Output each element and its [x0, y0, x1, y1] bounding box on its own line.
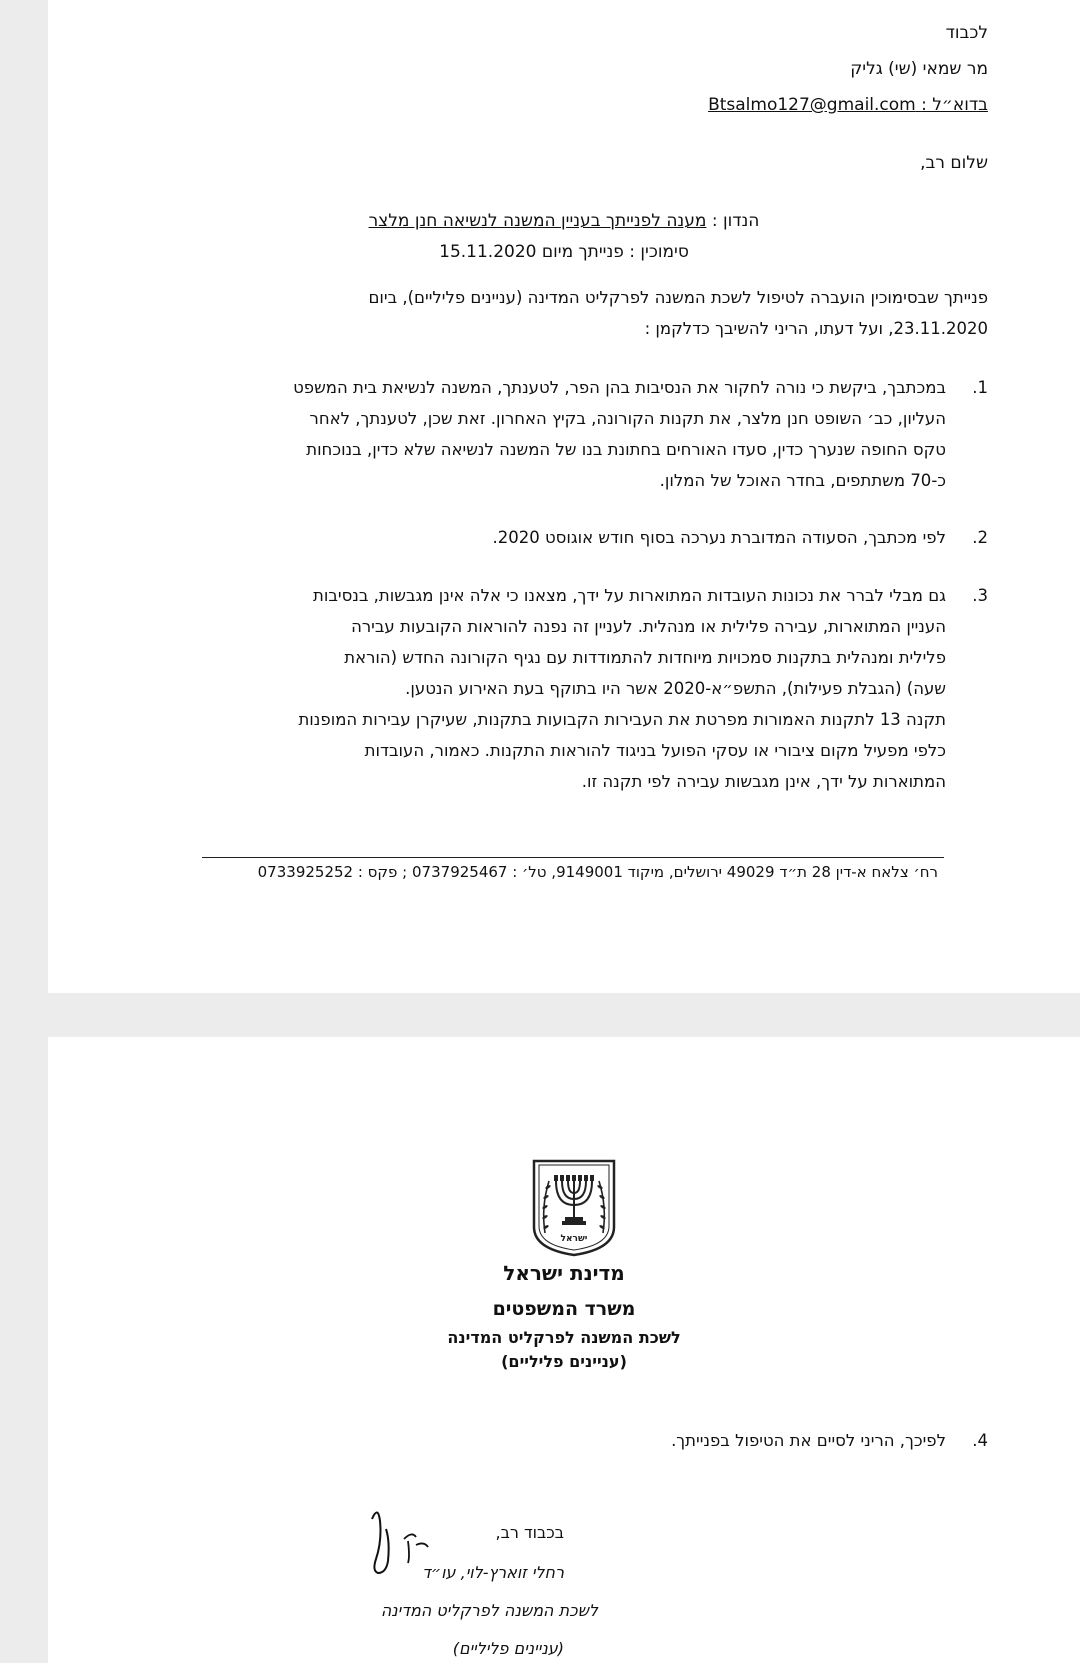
- item-line: גם מבלי לברר את נכונות העובדות המתוארות על ידך, מצאנו כי אלה אינן מגבשות, בנסיבות: [313, 586, 946, 605]
- recipient-name: מר שמאי (שי) גליק: [850, 59, 988, 79]
- item-body: [193, 1425, 946, 1456]
- item-line: כ-70 משתתפים, בחדר האוכל של המלון.: [659, 471, 946, 490]
- signer-name: רחלי זוארץ-לוי, עו״ד: [422, 1563, 564, 1582]
- recipient-email-line: [708, 94, 988, 116]
- item-body: [193, 372, 946, 496]
- emblem-text: ישראל: [560, 1234, 588, 1244]
- reference-line: סימוכין : פנייתך מיום 15.11.2020: [439, 242, 689, 262]
- letter-page-1: [48, 0, 1080, 993]
- item-line: המתוארות על ידך, אינן מגבשות עבירה לפי תקנה זו.: [581, 772, 946, 791]
- item-line: טקס החופה שנערך כדין, סעדו האורחים בחתונת בנו של המשנה לנשיאה שלא כדין, בנוכחות: [306, 440, 946, 459]
- letter-page-2: [48, 1037, 1080, 1663]
- item-body: [193, 522, 946, 553]
- numbered-item-2: [193, 522, 988, 553]
- subject-block: [48, 210, 1080, 272]
- item-number: 2.: [972, 528, 988, 547]
- item-line: שעה) (הגבלת פעילות), התשפ״א-2020 אשר היו בתוקף בעת האירוע הנטען.: [405, 679, 946, 698]
- intro-line: פנייתך שבסימוכין הועברה לטיפול לשכת המשנה לפרקליט המדינה (עניינים פליליים), ביום: [368, 288, 988, 307]
- subject-label: הנדון :: [711, 211, 760, 231]
- item-line: כלפי מפעיל מקום ציבורי או עסקי הפועל בניגוד להוראות התקנות. כאמור, העובדות: [364, 741, 946, 760]
- intro-line: 23.11.2020, ועל דעתו, הריני להשיבך כדלקמן :: [644, 319, 988, 338]
- item-line: לפיכך, הריני לסיים את הטיפול בפנייתך.: [671, 1431, 946, 1450]
- intro-paragraph: [193, 282, 988, 344]
- footer-divider: [202, 857, 944, 858]
- item-number: 4.: [972, 1431, 988, 1450]
- item-line: תקנה 13 לתקנות האמורות מפרטת את העבירות הקבועות בתקנות, שעיקרן עבירות המופנות: [298, 710, 946, 729]
- item-line: לפי מכתבך, הסעודה המדוברת נערכה בסוף חודש אוגוסט 2020.: [492, 528, 946, 547]
- email-address[interactable]: Btsalmo127@gmail.com: [708, 95, 916, 115]
- state-name: מדינת ישראל: [503, 1261, 625, 1285]
- office-name: לשכת המשנה לפרקליט המדינה: [447, 1328, 681, 1347]
- recipient-salutation: לכבוד: [945, 23, 988, 43]
- greeting: שלום רב,: [920, 153, 988, 173]
- item-line: פלילית ומנהלית בתקנות סמכויות מיוחדות להתמודדות עם נגיף הקורונה החדש (הוראת: [344, 648, 946, 667]
- signer-office: לשכת המשנה לפרקליט המדינה: [380, 1601, 598, 1620]
- item-line: במכתבך, ביקשת כי נורה לחקור את הנסיבות בהן הפר, לטענתך, המשנה לנשיאת בית המשפט: [293, 378, 946, 397]
- state-emblem-icon: [529, 1157, 619, 1257]
- item-number: 3.: [972, 586, 988, 605]
- signer-office-subtitle: (עניינים פליליים): [452, 1639, 564, 1658]
- office-subtitle: (עניינים פליליים): [501, 1352, 627, 1371]
- recipient-block: [708, 22, 988, 130]
- item-line: העליון, כב׳ השופט חנן מלצר, את תקנות הקורונה, בקיץ האחרון. זאת שכן, לטענתך, לאחר: [309, 409, 946, 428]
- item-number: 1.: [972, 378, 988, 397]
- subject-line: [48, 210, 1080, 232]
- numbered-item-3: [193, 580, 988, 797]
- item-body: [193, 580, 946, 797]
- email-label: בדוא״ל :: [921, 95, 988, 115]
- closing-salutation: בכבוד רב,: [495, 1523, 564, 1542]
- numbered-item-1: [193, 372, 988, 496]
- footer-address: רח׳ צלאח א-דין 28 ת״ד 49029 ירושלים, מיקוד 9149001, טל׳ : 0737925467 ; פקס : 0733925252: [257, 863, 938, 881]
- subject-text: מענה לפנייתך בעניין המשנה לנשיאה חנן מלצר: [368, 211, 707, 231]
- numbered-item-4: [193, 1425, 988, 1456]
- ministry-name: משרד המשפטים: [492, 1298, 636, 1320]
- item-line: העניין המתוארות, עבירה פלילית או מנהלית. לעניין זה נפנה להוראות הקובעות עבירה: [351, 617, 946, 636]
